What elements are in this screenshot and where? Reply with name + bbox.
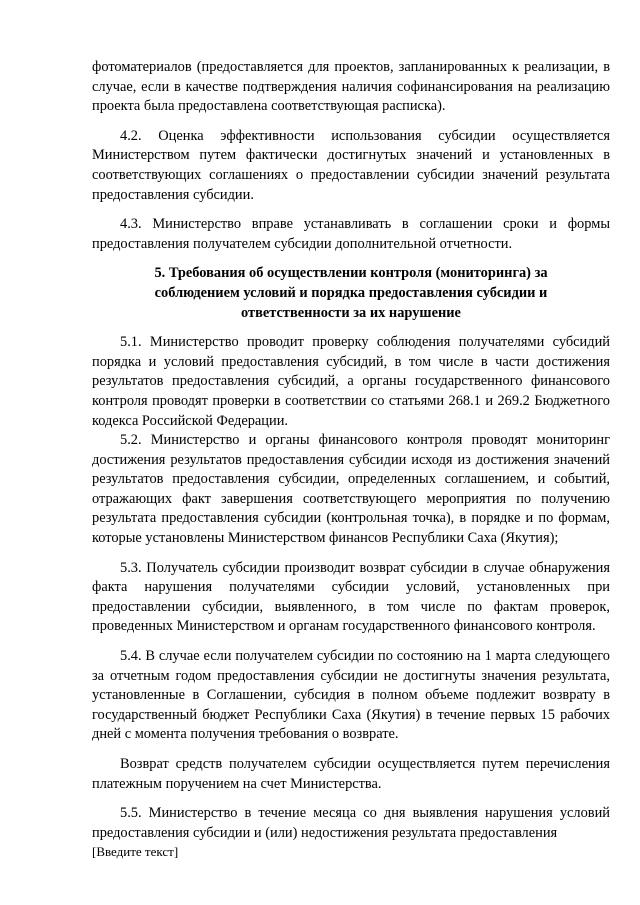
paragraph-4-3: 4.3. Министерство вправе устанавливать в соглашении сроки и формы предоставления получателем субсидии дополнительной отчетности. [92,216,610,252]
paragraph-4-2: 4.2. Оценка эффективности использования субсидии осуществляется Министерством путем фактически достигнутых значений и установленных в соответствующих соглашениях о предоставлении субсидии значений результата предоставления субсидии. [92,127,610,203]
paragraph-5-1: 5.1. Министерство проводит проверку соблюдения получателями субсидий порядка и условий предоставления субсидий, в том числе в части достижения результатов предоставления субсидий, а органы государственного финансового контроля проводят проверки в соответствии со статьями 268.1 и 269.2 Бюджетного кодекса Российской Федерации. [92,334,610,429]
paragraph-5-4: 5.4. В случае если получателем субсидии по состоянию на 1 марта следующего за отчетным годом предоставления субсидии не достигнуты значения результата, установленные в Соглашении, субсидия в полном объеме подлежит возврату в государственный бюджет Республики Саха (Якутия) в течение первых 15 рабочих дней с момента получения требования о возврате. [92,648,610,743]
paragraph-5-5: 5.5. Министерство в течение месяца со дня выявления нарушения условий предоставления субсидии и (или) недостижения результата предоставления [92,805,610,841]
paragraph-refund-method: Возврат средств получателем субсидии осуществляется путем перечисления платежным поручением на счет Министерства. [92,756,610,792]
footer-placeholder[interactable]: [Введите текст] [92,844,179,859]
document-body [92,58,610,843]
paragraph-5-2: 5.2. Министерство и органы финансового контроля проводят мониторинг достижения результатов предоставления субсидии исходя из достижения значений результатов предоставления субсидии, определенных соглашением, и событий, отражающих факт завершения соответствующего мероприятия по получению результата предоставления субсидии (контрольная точка), в порядке и по формам, которые установлены Министерством финансов Республики Саха (Якутия); [92,432,610,547]
paragraph-continuation: фотоматериалов (предоставляется для проектов, запланированных к реализации, в случае, если в качестве подтверждения наличия софинансирования на реализацию проекта была предоставлена соответствующая расписка). [92,59,610,115]
section-heading-5: 5. Требования об осуществлении контроля (мониторинга) за соблюдением условий и порядка предоставления субсидии и ответственности за их нарушение [154,265,548,321]
paragraph-5-3: 5.3. Получатель субсидии производит возврат субсидии в случае обнаружения факта нарушения получателями субсидии условий, установленных при предоставлении субсидии, выявленного, в том числе по фактам проверок, проведенных Министерством и органам государственного финансового контроля. [92,559,610,635]
